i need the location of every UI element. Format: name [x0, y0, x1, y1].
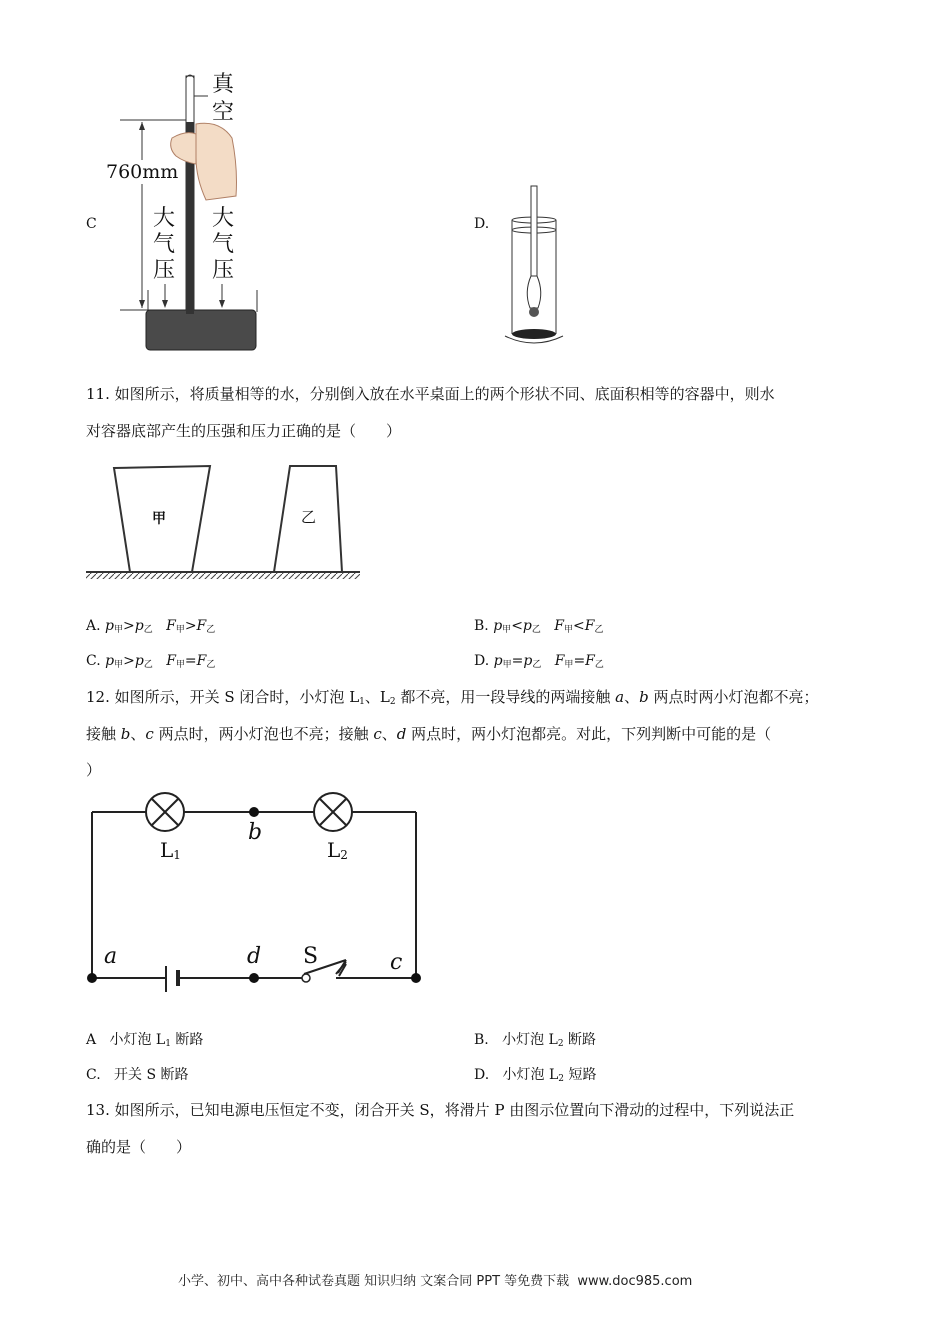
lamp2-label: L2 — [327, 838, 348, 862]
q12-option-b[interactable]: B. 小灯泡 $L_2$ 断路 — [474, 1032, 597, 1049]
q12-option-a[interactable]: A 小灯泡 $L_1$ 断路 — [86, 1032, 204, 1049]
q11-option-a[interactable]: A. $p_甲>p_乙$ $F_甲>F_乙$ — [86, 618, 216, 635]
q11-line1: 11. 如图所示，将质量相等的水，分别倒入放在水平桌面上的两个形状不同、底面积相等的容器中，则水 — [86, 385, 775, 403]
vacuum-label-1: 真 — [212, 72, 235, 97]
q12-option-c[interactable]: C. 开关 S 断路 — [86, 1067, 189, 1083]
point-b-label: b — [248, 820, 263, 845]
q12-line2: 接触 b、c 两点时，两小灯泡也不亮；接触 c、d 两点时，两小灯泡都亮。对此，下列判断中可能的是（ — [86, 725, 772, 743]
q10-option-c-label: C — [86, 216, 97, 232]
q11-line2: 对容器底部产生的压强和压力正确的是（ ） — [86, 422, 402, 440]
point-a-label: a — [104, 944, 118, 969]
switch-label: S — [303, 944, 319, 969]
lamp1-label: L1 — [160, 838, 181, 862]
pressure-left-2: 气 — [153, 232, 176, 257]
footer-text: 小学、初中、高中各种试卷真题 知识归纳 文案合同 PPT 等免费下载 — [178, 1274, 570, 1289]
pressure-left-1: 大 — [153, 206, 176, 231]
pressure-right-2: 气 — [212, 232, 235, 257]
container-a-label: 甲 — [152, 511, 166, 527]
point-d-label: d — [247, 944, 262, 969]
q10-option-d-label: D. — [474, 216, 490, 232]
q13-line1: 13. 如图所示，已知电源电压恒定不变，闭合开关 S，将滑片 P 由图示位置向下滑动的过程中，下列说法正 — [86, 1101, 795, 1119]
q12-line1: 12. 如图所示，开关 S 闭合时，小灯泡 $L_1$、$L_2$ 都不亮，用一段导线的两端接触 a、b 两点时两小灯泡都不亮； — [86, 688, 819, 707]
q11-option-c[interactable]: C. $p_甲>p_乙$ $F_甲=F_乙$ — [86, 653, 216, 670]
pressure-right-1: 大 — [212, 206, 235, 231]
footer-url[interactable]: www.doc985.com — [577, 1274, 693, 1289]
q11-option-d[interactable]: D. $p_甲=p_乙$ $F_甲=F_乙$ — [474, 653, 604, 670]
point-c-label: c — [390, 950, 403, 975]
containers-figure — [84, 460, 364, 584]
torricelli-figure — [100, 68, 270, 358]
hydrometer-figure — [500, 180, 570, 350]
q13-line2: 确的是（ ） — [86, 1138, 192, 1156]
pressure-left-3: 压 — [153, 258, 176, 283]
pressure-right-3: 压 — [212, 258, 235, 283]
footer — [178, 1270, 692, 1289]
q11-option-b[interactable]: B. $p_甲<p_乙$ $F_甲<F_乙$ — [474, 618, 604, 635]
container-b-label: 乙 — [301, 508, 317, 526]
q12-option-d[interactable]: D. 小灯泡 $L_2$ 短路 — [474, 1067, 597, 1084]
q12-line3: ） — [86, 761, 102, 779]
height-label: 760mm — [106, 161, 179, 183]
vacuum-label-2: 空 — [212, 100, 235, 125]
